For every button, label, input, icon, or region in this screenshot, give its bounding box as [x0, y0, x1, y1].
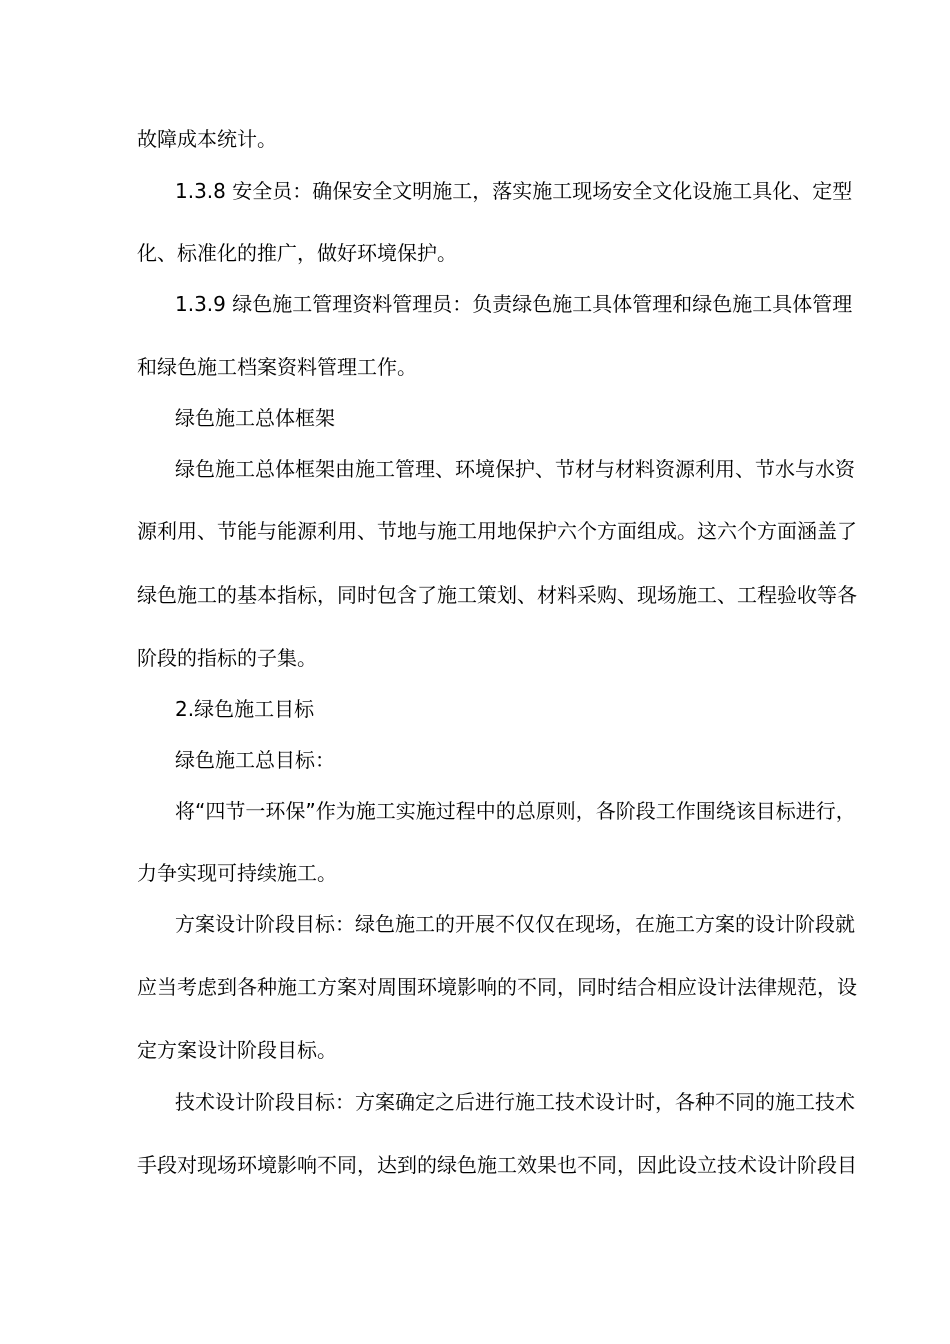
- text-line-18: 技术设计阶段目标：方案确定之后进行施工技术设计时，各种不同的施工技术: [175, 1090, 855, 1114]
- text-line-19: 手段对现场环境影响不同，达到的绿色施工效果也不同，因此设立技术设计阶段目: [137, 1153, 857, 1177]
- text-line-10: 阶段的指标的子集。: [137, 646, 317, 670]
- text-line-2: 1.3.8 安全员：确保安全文明施工，落实施工现场安全文化设施工具化、定型: [175, 179, 853, 203]
- section-heading-goals: 2.绿色施工目标: [175, 697, 315, 721]
- text-line-13: 将“四节一环保”作为施工实施过程中的总原则，各阶段工作围绕该目标进行，: [175, 799, 856, 823]
- text-line-9: 绿色施工的基本指标，同时包含了施工策划、材料采购、现场施工、工程验收等各: [137, 583, 857, 607]
- text-line-4: 1.3.9 绿色施工管理资料管理员：负责绿色施工具体管理和绿色施工具体管理: [175, 292, 853, 316]
- text-line-14: 力争实现可持续施工。: [137, 861, 337, 885]
- text-line-5: 和绿色施工档案资料管理工作。: [137, 355, 417, 379]
- text-line-8: 源利用、节能与能源利用、节地与施工用地保护六个方面组成。这六个方面涵盖了: [137, 519, 857, 543]
- text-line-17: 定方案设计阶段目标。: [137, 1038, 337, 1062]
- text-line-3: 化、标准化的推广，做好环境保护。: [137, 241, 457, 265]
- text-line-7: 绿色施工总体框架由施工管理、环境保护、节材与材料资源利用、节水与水资: [175, 457, 855, 481]
- text-line-1: 故障成本统计。: [137, 127, 277, 151]
- text-line-16: 应当考虑到各种施工方案对周围环境影响的不同，同时结合相应设计法律规范，设: [137, 975, 857, 999]
- text-line-15: 方案设计阶段目标：绿色施工的开展不仅仅在现场，在施工方案的设计阶段就: [175, 912, 855, 936]
- section-heading-framework: 绿色施工总体框架: [175, 406, 335, 430]
- subheading-overall-goal: 绿色施工总目标：: [175, 748, 335, 772]
